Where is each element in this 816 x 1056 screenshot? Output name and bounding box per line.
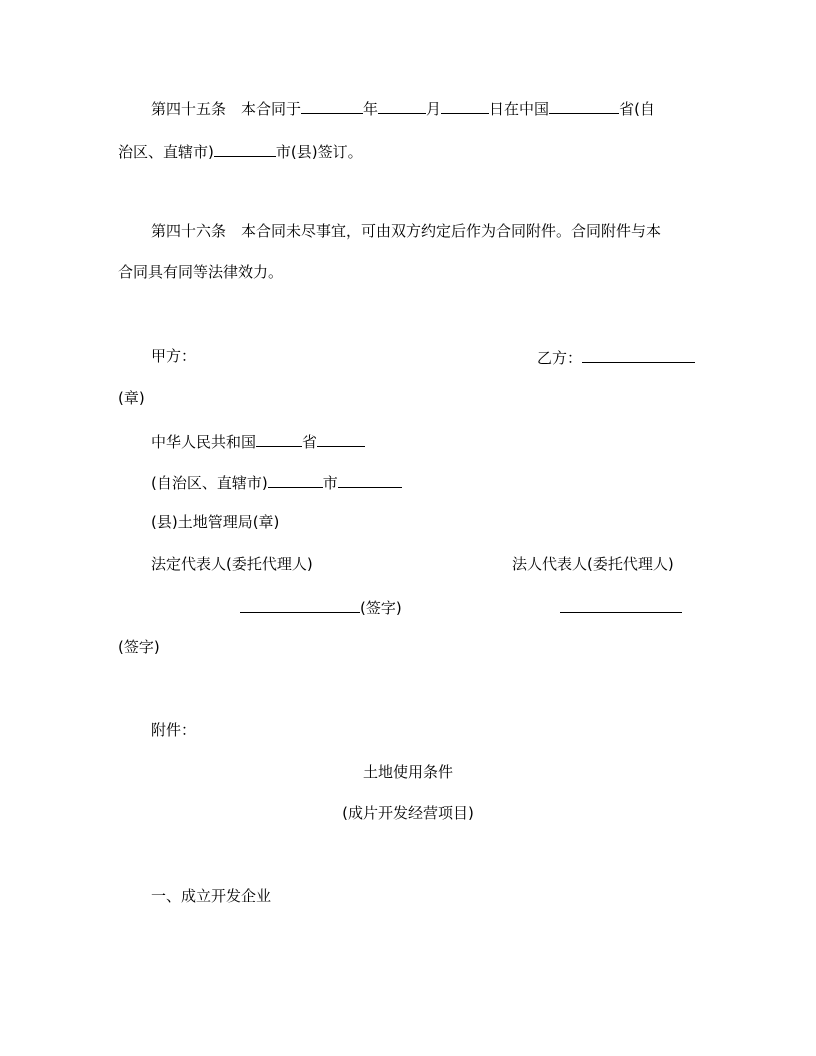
blank-field <box>256 430 302 447</box>
section-heading: 一、成立开发企业 <box>151 887 272 905</box>
article-45-line-2 <box>118 140 363 160</box>
blank-field <box>214 140 276 157</box>
article-45-line-1 <box>151 97 655 117</box>
blank-field <box>301 97 363 114</box>
party-a-label: 甲方： <box>151 347 197 365</box>
article-45-prefix: 第四十五条 本合同于 <box>151 100 302 118</box>
province-label-2: 省 <box>302 433 318 451</box>
bureau-label: (县)土地管理局(章) <box>151 513 280 531</box>
signature-b-line <box>560 612 682 613</box>
party-b-label <box>537 346 695 366</box>
article-46-line-1: 第四十六条 本合同未尽事宜，可由双方约定后作为合同附件。合同附件与本 <box>151 222 662 240</box>
signature-label: (签字) <box>360 599 402 617</box>
blank-field <box>441 97 489 114</box>
province-label: 省(自 <box>619 100 655 118</box>
corp-rep-label: 法人代表人(委托代理人) <box>512 555 674 573</box>
attachment-subtitle: (成片开发经营项目) <box>342 804 474 822</box>
month-label: 月 <box>426 100 442 118</box>
day-label: 日在中国 <box>489 100 550 118</box>
attachment-label: 附件： <box>151 721 197 739</box>
year-label: 年 <box>363 100 379 118</box>
blank-field <box>268 471 323 488</box>
blank-field <box>378 97 426 114</box>
seal-label: (章) <box>118 389 145 407</box>
signature-a-line <box>240 596 402 616</box>
region-city-line <box>151 471 402 491</box>
legal-rep-label: 法定代表人(委托代理人) <box>151 555 313 573</box>
blank-field <box>582 346 695 363</box>
signature-label-2: (签字) <box>118 638 160 656</box>
prc-province-line <box>151 430 365 450</box>
city-county-label: 市(县)签订。 <box>275 143 363 161</box>
blank-field <box>317 430 365 447</box>
region-label-2: (自治区、直辖市) <box>151 474 268 492</box>
city-label: 市 <box>322 474 338 492</box>
blank-field <box>549 97 619 114</box>
blank-field <box>338 471 402 488</box>
party-b-text: 乙方： <box>537 349 583 367</box>
prc-label: 中华人民共和国 <box>151 433 257 451</box>
signature-blank <box>240 596 360 613</box>
region-label: 治区、直辖市) <box>118 143 214 161</box>
attachment-title: 土地使用条件 <box>362 763 453 781</box>
article-46-line-2: 合同具有同等法律效力。 <box>118 263 284 281</box>
